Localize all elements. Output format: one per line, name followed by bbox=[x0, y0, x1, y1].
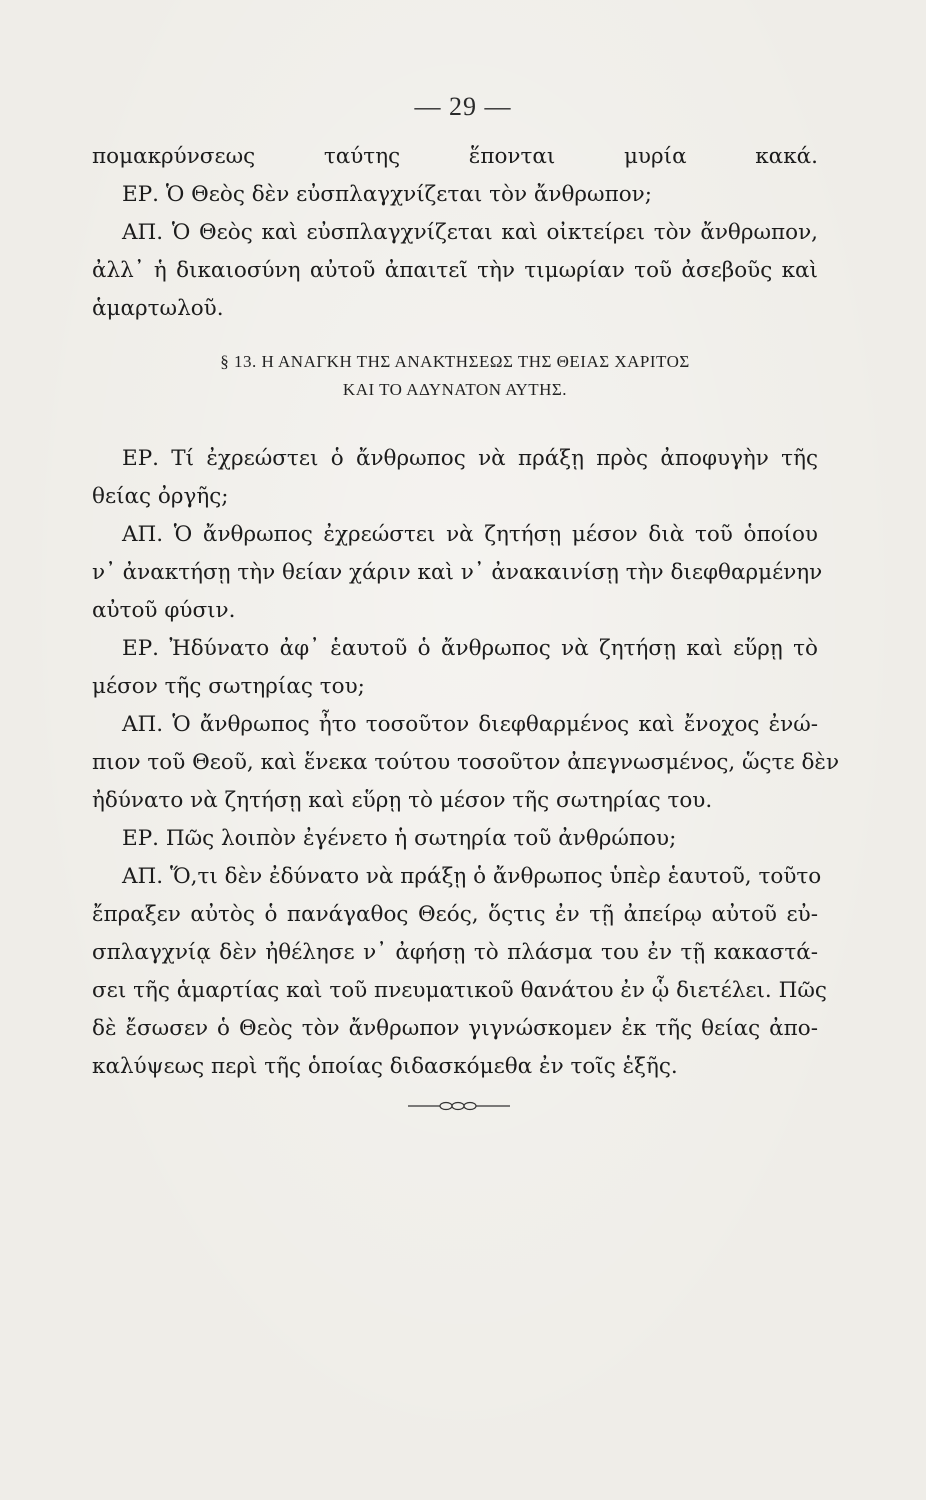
text-line: πιον τοῦ Θεοῦ, καὶ ἕνεκα τούτου τοσοῦτον ἀπεγνωσμένος, ὥςτε δὲν bbox=[92, 750, 840, 775]
ornament-right-loop bbox=[464, 1103, 476, 1110]
text-line: σπλαγχνίᾳ δὲν ἠθέλησε ν᾽ ἀφήσῃ τὸ πλάσμα του ἐν τῇ κακαστά- bbox=[92, 940, 818, 965]
text-line: σει τῆς ἁμαρτίας καὶ τοῦ πνευματικοῦ θανάτου ἐν ᾧ διετέλει. Πῶς bbox=[92, 978, 827, 1003]
text-line: πομακρύνσεως ταύτης ἕπονται μυρία κακά. bbox=[92, 144, 818, 169]
answer-line: ΑΠ. Ὅ,τι δὲν ἐδύνατο νὰ πράξῃ ὁ ἄνθρωπος ὑπὲρ ἑαυτοῦ, τοῦτο bbox=[122, 864, 822, 889]
section-title-line-1: § 13. Η ΑΝΑΓΚΗ ΤΗΣ ΑΝΑΚΤΗΣΕΩΣ ΤΗΣ ΘΕΙΑΣ ΧΑΡΙΤΟΣ bbox=[220, 352, 690, 371]
text-line: θείας ὀργῆς; bbox=[92, 484, 229, 509]
question-line: ΕΡ. Ἠδύνατο ἀφ᾽ ἑαυτοῦ ὁ ἄνθρωπος νὰ ζητήσῃ καὶ εὕρῃ τὸ bbox=[122, 636, 818, 661]
question-line: ΕΡ. Ὁ Θεὸς δὲν εὐσπλαγχνίζεται τὸν ἄνθρωπον; bbox=[122, 182, 652, 207]
question-line: ΕΡ. Πῶς λοιπὸν ἐγένετο ἡ σωτηρία τοῦ ἀνθρώπου; bbox=[122, 826, 677, 851]
text-line: δὲ ἔσωσεν ὁ Θεὸς τὸν ἄνθρωπον γιγνώσκομεν ἐκ τῆς θείας ἀπο- bbox=[92, 1016, 818, 1041]
page-number: — 29 — bbox=[414, 92, 512, 121]
text-line: ἠδύνατο νὰ ζητήσῃ καὶ εὕρῃ τὸ μέσον τῆς σωτηρίας του. bbox=[92, 788, 713, 813]
answer-line: ΑΠ. Ὁ Θεὸς καὶ εὐσπλαγχνίζεται καὶ οἰκτείρει τὸν ἄνθρωπον, bbox=[122, 220, 818, 245]
text-line: αὐτοῦ φύσιν. bbox=[92, 598, 236, 623]
answer-line: ΑΠ. Ὁ ἄνθρωπος ἐχρεώστει νὰ ζητήσῃ μέσον διὰ τοῦ ὁποίου bbox=[122, 522, 818, 547]
ornament-center-loop bbox=[452, 1103, 464, 1110]
top-paragraph-block bbox=[92, 138, 818, 328]
ornament-divider bbox=[0, 1100, 926, 1112]
text-line: ν᾽ ἀνακτήσῃ τὴν θείαν χάριν καὶ ν᾽ ἀνακαινίσῃ τὴν διεφθαρμένην bbox=[92, 560, 823, 585]
ornament-left-loop bbox=[440, 1103, 452, 1110]
text-line: μέσον τῆς σωτηρίας του; bbox=[92, 674, 365, 699]
answer-line: ΑΠ. Ὁ ἄνθρωπος ἦτο τοσοῦτον διεφθαρμένος καὶ ἔνοχος ἐνώ- bbox=[122, 712, 818, 737]
question-line: ΕΡ. Τί ἐχρεώστει ὁ ἄνθρωπος νὰ πράξῃ πρὸς ἀποφυγὴν τῆς bbox=[122, 446, 818, 471]
section-title-line-2: ΚΑΙ ΤΟ ΑΔΥΝΑΤΟΝ ΑΥΤΗΣ. bbox=[342, 380, 568, 399]
text-line: ἔπραξεν αὐτὸς ὁ πανάγαθος Θεός, ὅςτις ἐν τῇ ἀπείρῳ αὐτοῦ εὐ- bbox=[92, 902, 818, 927]
section-heading bbox=[92, 348, 818, 404]
text-line: ἀλλ᾽ ἡ δικαιοσύνη αὐτοῦ ἀπαιτεῖ τὴν τιμωρίαν τοῦ ἀσεβοῦς καὶ bbox=[92, 258, 818, 283]
main-text-block bbox=[92, 440, 840, 1086]
text-line: ἁμαρτωλοῦ. bbox=[92, 296, 224, 321]
text-line: καλύψεως περὶ τῆς ὁποίας διδασκόμεθα ἐν τοῖς ἑξῆς. bbox=[92, 1054, 678, 1079]
